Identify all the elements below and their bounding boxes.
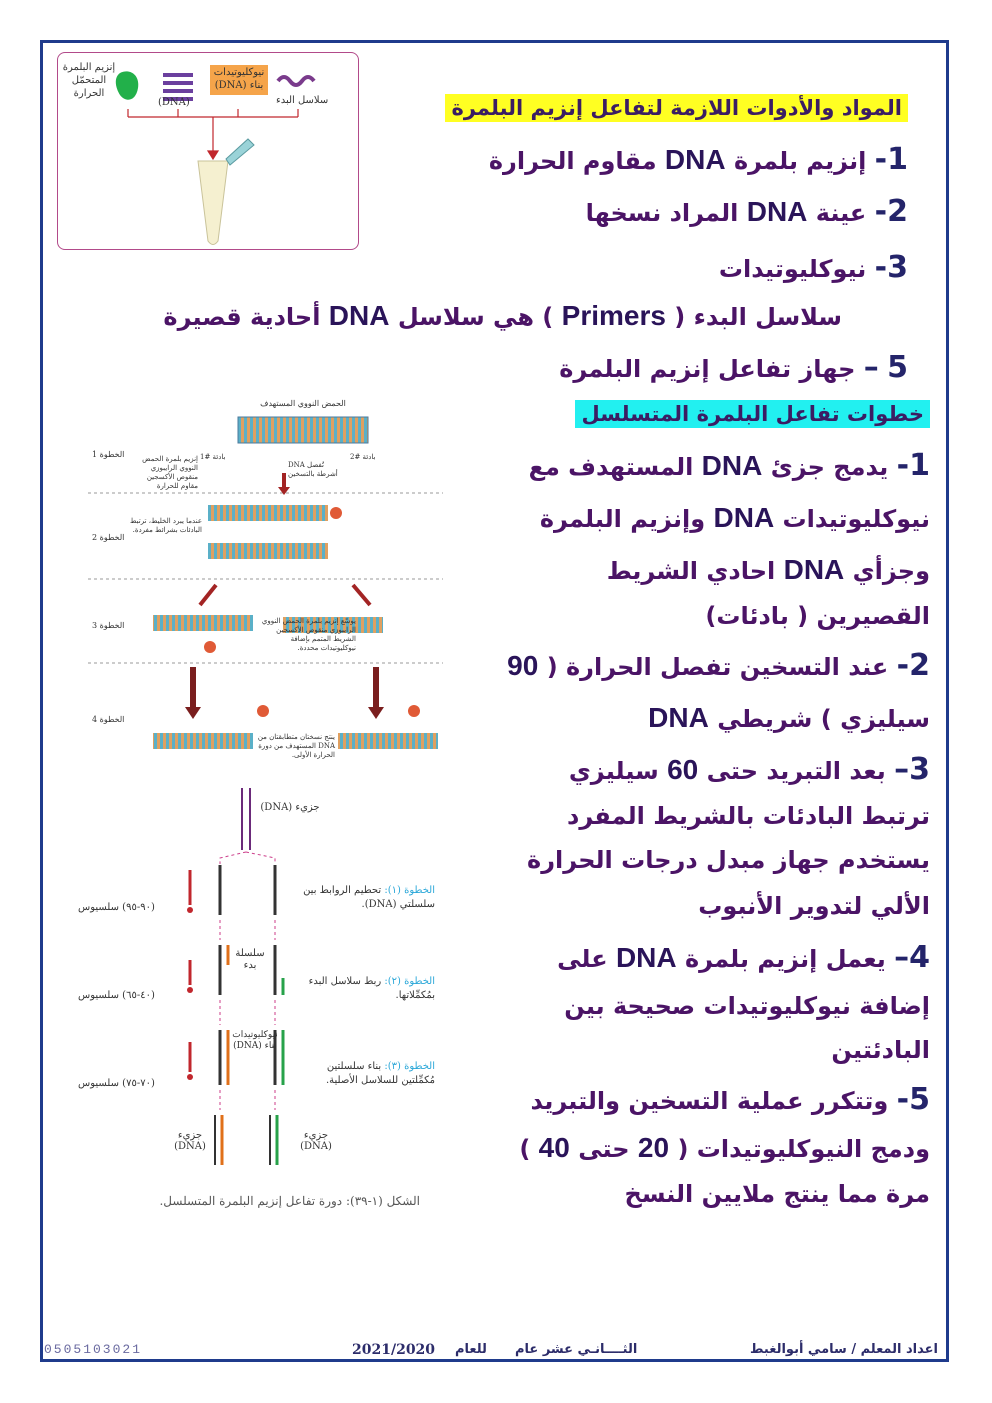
- extension-note: يوسّع إنزيم بلمرة الحمض النووي الرايبوزي منقوص الأكسجين الشريط المتمم بإضافة نيوكليوتيدات محددة.: [261, 617, 356, 652]
- primer2-label: بادئة #2: [350, 453, 376, 461]
- dna-label: (DNA): [158, 97, 190, 108]
- molecule-label: جزيء (DNA): [260, 802, 320, 813]
- phone-number: 0505103021: [44, 1342, 143, 1357]
- nucleotide-label: نيوكليوتيدات بناء (DNA): [232, 1030, 278, 1051]
- item-number: 5: [887, 350, 908, 385]
- item-text: نيوكليوتيدات: [718, 255, 867, 283]
- figure-caption: الشكل (١-٣٩): دورة تفاعل إنزيم البلمرة المتسلسل.: [159, 1194, 420, 1208]
- step-line: مرة مما ينتج ملايين النسخ: [624, 1180, 930, 1208]
- school-year: 2021/2020: [352, 1342, 436, 1358]
- step-line: سيليزي ) شريطي DNA: [648, 702, 930, 733]
- step-label: الخطوة 1: [92, 450, 125, 459]
- primer1-label: بادئة #1: [200, 453, 226, 461]
- enzyme-label: إنزيم البلمرة المتحمّل الحرارة: [62, 62, 116, 99]
- material-item-5: [559, 350, 908, 385]
- dna-coil-shape: [163, 75, 193, 99]
- step-line: ترتبط البادئات بالشريط المفرد: [567, 802, 930, 830]
- nucleotides-label: نيوكليوتيدات بناء (DNA): [213, 67, 265, 91]
- enzyme-shape: [116, 71, 138, 99]
- result-molecule-left: جزيء (DNA): [174, 1130, 206, 1152]
- step-line: 4– يعمل إنزيم بلمرة DNA على: [557, 940, 930, 975]
- item-text: سلاسل البدء (: [674, 303, 842, 331]
- cooling-note: عندما يبرد الخليط، ترتبط البادئات بشرائط مفردة.: [129, 517, 202, 534]
- step-line: 2- عند التسخين تفصل الحرارة ( 90: [507, 648, 930, 683]
- pcr-materials-figure: [57, 52, 359, 250]
- step-line: ودمج النيوكليوتيدات ( 20 حتى 40 ): [519, 1132, 930, 1163]
- step-line: القصيرين ( بادئات): [705, 602, 930, 630]
- temperature-label: (٤٠-٦٥) سلسيوس: [78, 990, 155, 1001]
- step-label: الخطوة 4: [92, 715, 125, 724]
- enzyme-note: إنزيم بلمرة الحمض النووي الرايبوزي منقوص الأكسجين مقاوم للحرارة: [142, 455, 198, 490]
- item-dash: –: [863, 350, 879, 385]
- step-label: الخطوة 3: [92, 621, 125, 630]
- cycle-step-2: الخطوة (٢): ربط سلاسل البدء بمُكمِّلاتها.: [308, 976, 435, 1001]
- temperature-label: (٧٠-٧٥) سلسيوس: [78, 1078, 155, 1089]
- step-label: الخطوة 2: [92, 533, 125, 542]
- step-line: وجزأي DNA احادي الشريط: [606, 554, 930, 585]
- step-line: البادئتين: [831, 1036, 930, 1064]
- grade-label: الثــــانـي عشر عام: [515, 1342, 638, 1357]
- material-item-2: [586, 194, 908, 229]
- primer-chain-label: سلسلة بدء: [235, 948, 265, 971]
- test-tube: [198, 161, 228, 245]
- pcr-cycle-diagram: [60, 780, 450, 1220]
- step-line: يستخدم جهاز مبدل درجات الحرارة: [527, 846, 930, 874]
- materials-title: المواد والأدوات اللازمة لتفاعل إنزيم البلمرة: [445, 94, 908, 122]
- item-term: Primers: [561, 300, 666, 331]
- result-molecule-right: جزيء (DNA): [300, 1130, 332, 1152]
- step-line: 5- وتتكرر عملية التسخين والتبريد: [530, 1082, 930, 1117]
- year-label: للعام: [455, 1342, 487, 1357]
- primers-definition: [163, 300, 842, 332]
- pcr-stages-diagram: [88, 395, 443, 770]
- item-term: DNA: [664, 144, 726, 175]
- item-term: DNA: [328, 300, 390, 331]
- item-text: إنزيم بلمرة: [733, 147, 867, 175]
- item-text: مقاوم الحرارة: [488, 147, 657, 175]
- cycle-step-3: الخطوة (٣): بناء سلسلتين مُكمِّلتين للسلاسل الأصلية.: [325, 1061, 435, 1086]
- author-label: اعداد المعلم / سامي أبوالغبط: [750, 1342, 938, 1357]
- step-line: 1- يدمج جزئ DNA المستهدف مع: [528, 448, 930, 483]
- item-number: 2-: [874, 194, 908, 229]
- primer-shape: [278, 77, 314, 85]
- pipette: [226, 139, 254, 165]
- item-text: المراد نسخها: [585, 199, 739, 227]
- item-term: DNA: [746, 196, 808, 227]
- steps-title: خطوات تفاعل البلمرة المتسلسل: [575, 400, 930, 428]
- item-text: عينة: [815, 199, 867, 227]
- item-number: 1-: [874, 142, 908, 177]
- material-item-1: [489, 142, 908, 177]
- temperature-label: (٩٠-٩٥) سلسيوس: [78, 902, 155, 913]
- heat-note: DNA تُفصل أشرطة بالتسخين: [288, 461, 338, 478]
- step-line: نيوكليوتيدات DNA وإنزيم البلمرة: [539, 502, 930, 533]
- cycle-step-1: الخطوة (١): تحطيم الروابط بين سلسلتي (DNA).: [303, 885, 435, 910]
- item-text: جهاز تفاعل إنزيم البلمرة: [559, 355, 856, 383]
- item-text: ) هي سلاسل: [397, 303, 554, 331]
- target-dna-label: الحمض النووي المستهدف: [260, 399, 346, 408]
- pcr-stages-illustration: [88, 395, 443, 770]
- result-note: ينتج نسختان متطابقتان من DNA المستهدف من دورة الحرارة الأولى.: [257, 733, 335, 759]
- primers-label: سلاسل البدء: [276, 95, 329, 106]
- step-line: 3– بعد التبريد حتى 60 سيليزي: [568, 752, 930, 787]
- item-number: 3-: [874, 250, 908, 285]
- step-line: الألي لتدوير الأنبوب: [698, 892, 930, 920]
- material-item-3: [719, 250, 908, 285]
- item-text: أحادية قصيرة: [163, 303, 321, 331]
- step-line: إضافة نيوكليوتيدات صحيحة بين: [564, 992, 930, 1020]
- connector-lines: [128, 109, 298, 159]
